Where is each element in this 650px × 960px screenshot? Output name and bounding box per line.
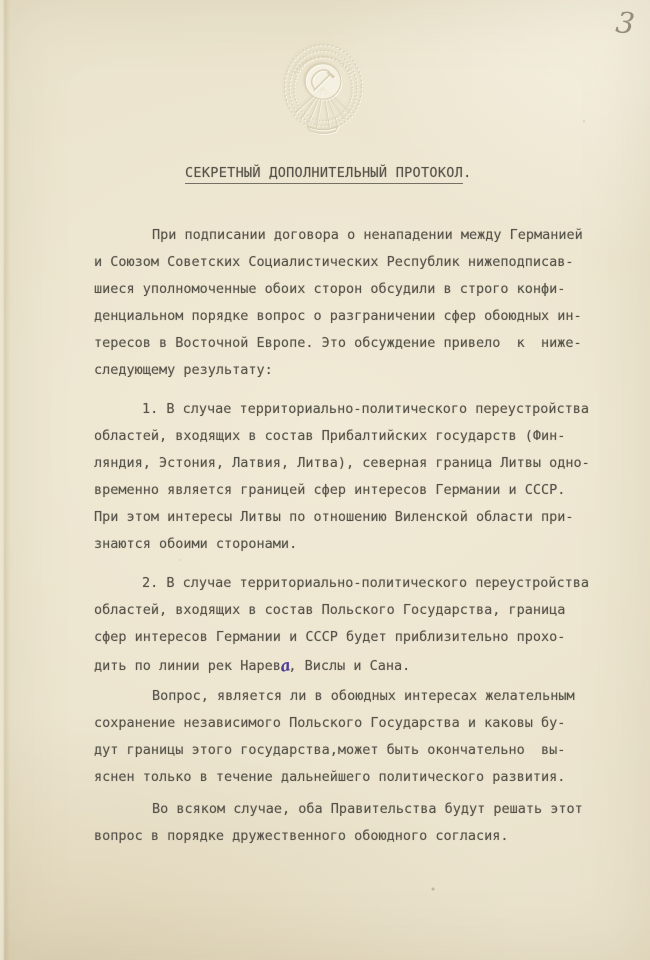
soviet-emblem-seal bbox=[276, 40, 370, 136]
paragraph-1 bbox=[94, 222, 599, 384]
paragraph-4 bbox=[94, 683, 599, 791]
text-line: сохранение независимого Польского Государства и каковы бу- bbox=[94, 715, 566, 731]
text-line: 1. В случае территориально-политического переустройства bbox=[142, 401, 590, 417]
text-line: знаются обоими сторонами. bbox=[94, 536, 298, 552]
handwritten-ink-correction: а bbox=[278, 655, 293, 676]
text-line: денциальном порядке вопрос о разграничении сфер обоюдных ин- bbox=[94, 308, 582, 324]
text-line: тересов в Восточной Европе. Это обсуждение привело к ниже- bbox=[94, 335, 582, 351]
text-line: дут границы этого государства,может быть окончательно вы- bbox=[94, 742, 566, 758]
text-line: Во всяком случае, оба Правительства будут решать этот bbox=[152, 801, 583, 817]
text-line: сфер интересов Германии и СССР будет приблизительно прохо- bbox=[94, 629, 566, 645]
page-number: 3 bbox=[613, 5, 637, 41]
text-segment: дить по линии рек Нарев bbox=[94, 658, 281, 674]
text-line: временно является границей сфер интересов Германии и СССР. bbox=[94, 482, 566, 498]
text-line: вопрос в порядке дружественного обоюдного согласия. bbox=[94, 828, 509, 844]
text-line: При подписании договора о ненападении между Германией bbox=[152, 227, 583, 243]
paragraph-2 bbox=[94, 396, 599, 558]
text-line: шиеся уполномоченные обоих сторон обсудили в строго конфи- bbox=[94, 281, 566, 297]
paragraph-5 bbox=[94, 796, 599, 850]
title-period: . bbox=[463, 165, 472, 181]
text-line: областей, входящих в состав Польского Государства, граница bbox=[94, 602, 566, 618]
text-line: следующему результату: bbox=[94, 362, 273, 378]
text-line: Вопрос, является ли в обоюдных интересах желательным bbox=[152, 688, 575, 704]
text-segment: , Вислы и Сана. bbox=[288, 658, 411, 674]
text-line bbox=[94, 651, 599, 678]
text-line: яснен только в течение дальнейшего политического развития. bbox=[94, 769, 566, 785]
text-line: При этом интересы Литвы по отношению Виленской области при- bbox=[94, 509, 574, 525]
title-text: СЕКРЕТНЫЙ ДОПОЛНИТЕЛЬНЫЙ ПРОТОКОЛ bbox=[185, 165, 463, 184]
text-line: 2. В случае территориально-политического переустройства bbox=[142, 575, 590, 591]
document-title bbox=[185, 165, 472, 181]
document-body bbox=[94, 222, 599, 850]
text-line: и Союзом Советских Социалистических Республик нижеподписав- bbox=[94, 254, 574, 270]
text-line: ляндия, Эстония, Латвия, Литва), северная граница Литвы одно- bbox=[94, 455, 590, 471]
text-line: областей, входящих в состав Прибалтийских государств (Фин- bbox=[94, 428, 566, 444]
paragraph-3 bbox=[94, 570, 599, 678]
